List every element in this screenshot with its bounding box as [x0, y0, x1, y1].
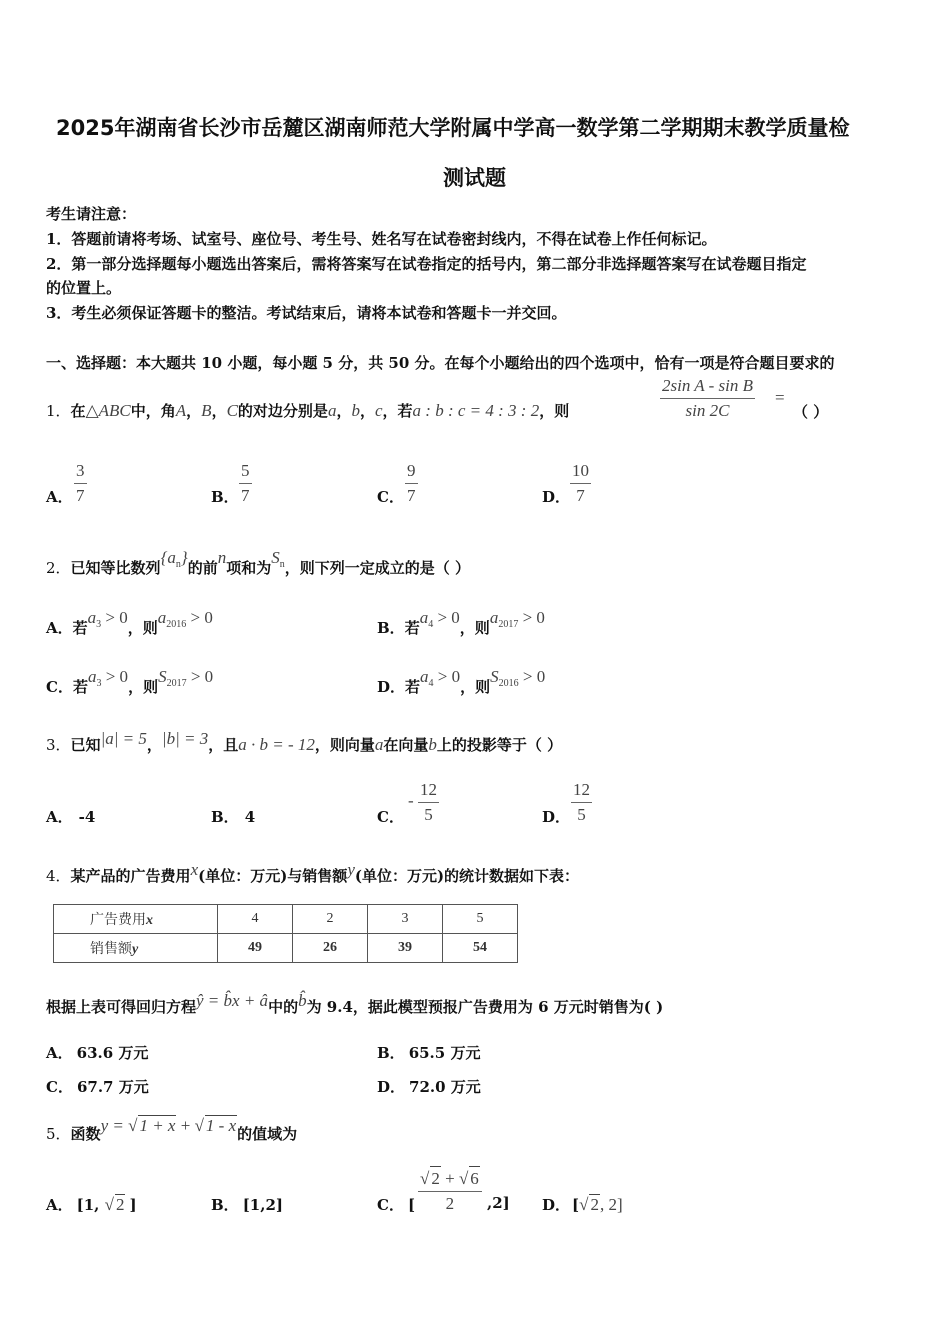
q4-option-c: C． 67.7 万元 [46, 1078, 149, 1096]
notice-item-2-cont: 的位置上。 [46, 279, 122, 297]
q1-option-a-label: A． [46, 488, 73, 506]
notice-heading: 考生请注意： [46, 205, 137, 223]
notice-item-2: 2．第一部分选择题每小题选出答案后，需将答案写在试卷指定的括号内，第二部分非选择题答案写在试卷题目指定 [46, 255, 807, 273]
q5-option-c-close: ,2] [487, 1194, 510, 1212]
q4-followup: 根据上表可得回归方程ŷ = b̂x + â中的b̂为 9.4，据此模型预报广告费用为 6 万元时销售为( ) [46, 991, 664, 1016]
q5-option-a: A． [1, √ 2 ] [46, 1195, 137, 1214]
q1-expression-fraction: 2sin A - sin B sin 2C [662, 376, 753, 420]
q1-equals: = [775, 388, 785, 407]
q1-option-d-label: D． [542, 488, 571, 506]
table-header-cell: 销售额y [54, 934, 218, 963]
q3-option-c-value: 12 5 [420, 780, 437, 824]
table-cell: 5 [443, 905, 518, 934]
question-2: 2．已知等比数列$\{a_n\}$的前n项和为$S_n$，则下列一定成立的是（ ） [46, 548, 470, 577]
q2-option-c: C．若$a_3 > 0$，则$S_{2017} > 0$ [46, 667, 214, 696]
question-4: 4．某产品的广告费用x(单位：万元)与销售额y(单位：万元)的统计数据如下表： [46, 860, 580, 885]
q1-option-c-label: C． [377, 488, 404, 506]
q2-option-a: A．若$a_3 > 0$，则$a_{2016} > 0$ [46, 608, 213, 637]
q2-option-b: B．若$a_4 > 0$，则$a_{2017} > 0$ [377, 608, 545, 637]
table-cell: 54 [443, 934, 518, 963]
q3-option-c-sign: - [408, 791, 414, 810]
notice-item-3: 3．考生必须保证答题卡的整洁。考试结束后，请将本试卷和答题卡一并交回。 [46, 304, 567, 322]
page-title-line1: 2025年湖南省长沙市岳麓区湖南师范大学附属中学高一数学第二学期期末教学质量检 [56, 116, 850, 140]
q1-option-a-value: 3 7 [76, 461, 85, 505]
q2-option-d: D．若$a_4 > 0$，则$S_{2016} > 0$ [377, 667, 546, 696]
question-number: 1． [46, 402, 71, 420]
page-title-line2: 测试题 [443, 166, 506, 190]
q1-option-b-label: B． [211, 488, 239, 506]
table-cell: 3 [368, 905, 443, 934]
table-cell: 26 [293, 934, 368, 963]
table-cell: 49 [218, 934, 293, 963]
notice-item-1: 1．答题前请将考场、试室号、座位号、考生号、姓名写在试卷密封线内，不得在试卷上作任何标记。 [46, 230, 717, 248]
q1-option-b-value: 5 7 [241, 461, 250, 505]
q5-option-b: B． [1,2] [211, 1196, 283, 1214]
q3-option-c-label: C． [377, 808, 404, 826]
q3-option-d-value: 12 5 [573, 780, 590, 824]
q3-option-a: A． -4 [46, 808, 96, 826]
question-5: 5．函数y = √ 1 + x + √ 1 - x的值域为 [46, 1116, 298, 1143]
section-heading: 一、选择题：本大题共 10 小题，每小题 5 分，共 50 分。在每个小题给出的四个选项中，恰有一项是符合题目要求的 [46, 354, 835, 372]
table-row [54, 905, 518, 934]
q5-option-c-fraction: √ 2 + √ 6 2 [418, 1166, 482, 1216]
q4-option-d: D． 72.0 万元 [377, 1078, 481, 1096]
table-cell: 2 [293, 905, 368, 934]
q4-option-a: A． 63.6 万元 [46, 1044, 149, 1062]
question-1: 1．在△ABC中，角A，B，C的对边分别是a，b，c，若a : b : c = 4 : 3 : 2，则 [46, 401, 570, 420]
table-cell: 39 [368, 934, 443, 963]
q5-option-c-label: C． [ [377, 1196, 416, 1214]
q1-answer-paren: （ ） [793, 403, 829, 421]
q5-option-d: D． [√ 2, 2] [542, 1195, 623, 1214]
q3-option-b: B． 4 [211, 808, 256, 826]
data-table [53, 904, 518, 963]
question-3: 3．已知|a| = 5，|b| = 3，且a · b = - 12，则向量a在向量b上的投影等于（ ） [46, 729, 563, 754]
table-row [54, 934, 518, 963]
q1-option-c-value: 9 7 [407, 461, 416, 505]
table-cell: 4 [218, 905, 293, 934]
q1-option-d-value: 10 7 [572, 461, 589, 505]
table-header-cell: 广告费用x [54, 905, 218, 934]
q4-option-b: B． 65.5 万元 [377, 1044, 481, 1062]
q3-option-d-label: D． [542, 808, 571, 826]
